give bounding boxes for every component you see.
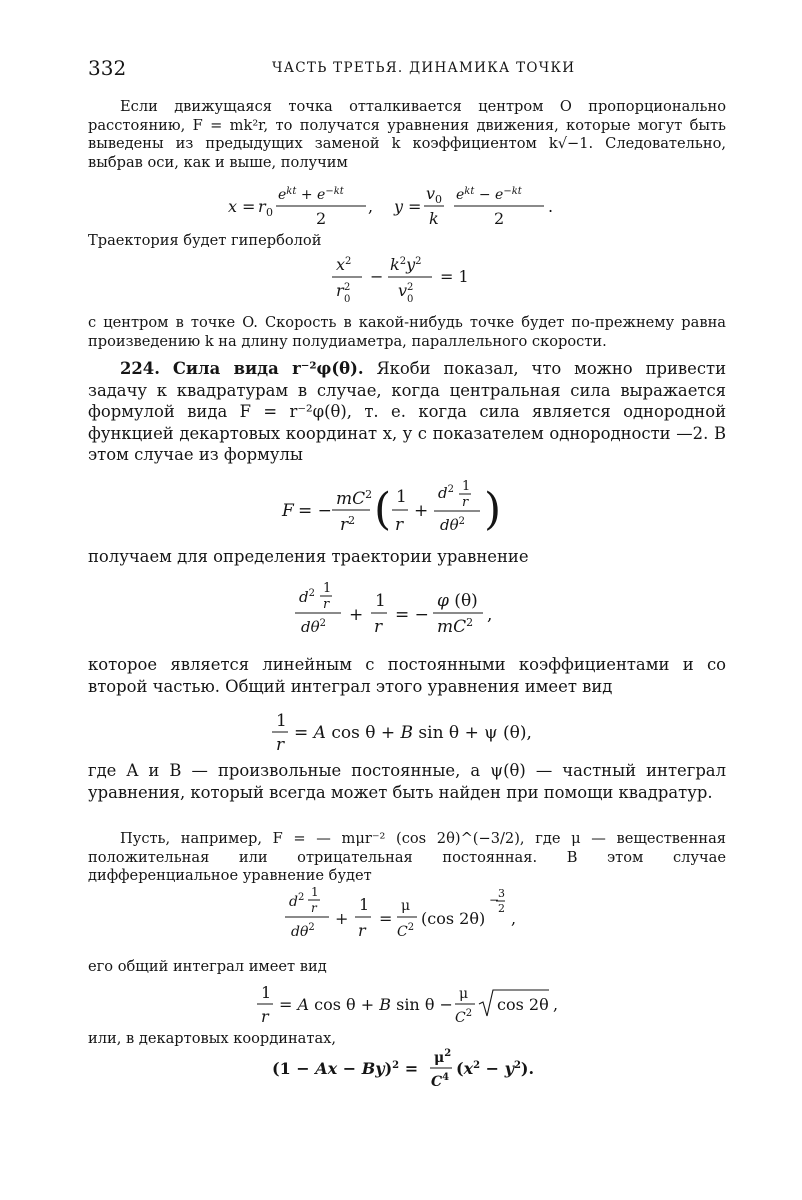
section-title: Сила вида r⁻²φ(θ). <box>172 359 364 378</box>
svg-text:1: 1 <box>359 895 370 914</box>
svg-text:d2: $d^2$ <box>289 892 305 910</box>
svg-text:1: 1 <box>375 591 386 611</box>
paragraph-hyperbola: Траектория будет гиперболой <box>88 232 322 249</box>
svg-text:r: r <box>358 921 366 940</box>
svg-text:,: , <box>553 995 559 1014</box>
svg-text:μ: μ <box>459 986 469 1002</box>
svg-text:mC2: $mC^2$ <box>336 488 373 509</box>
svg-text:v0: $v_0$ <box>426 184 443 206</box>
svg-text:r: r <box>374 617 383 637</box>
svg-text:φ (θ): φ (θ) <box>437 591 478 611</box>
svg-text:y: y <box>394 197 404 216</box>
svg-text:2: 2 <box>316 209 327 228</box>
svg-text:x: x <box>228 197 238 216</box>
svg-text:,: , <box>368 197 374 216</box>
svg-text:,: , <box>487 605 493 625</box>
svg-text:r: r <box>323 597 330 612</box>
svg-text:2: 2 <box>407 282 414 293</box>
running-head: ЧАСТЬ ТРЕТЬЯ. ДИНАМИКА ТОЧКИ <box>272 60 576 76</box>
svg-text:1: 1 <box>396 487 407 507</box>
svg-text:mC2: $mC^2$ <box>437 616 474 637</box>
svg-text:.: . <box>548 197 554 216</box>
paragraph-integral: его общий интеграл имеет вид <box>88 958 327 975</box>
equation-motion-hyperbolic <box>88 182 728 234</box>
svg-text:0: 0 <box>407 294 414 305</box>
svg-text:1: 1 <box>311 885 319 899</box>
svg-text:r2: $r^2$ <box>340 514 356 535</box>
svg-text:r: r <box>311 901 317 915</box>
section-number: 224. <box>120 359 160 378</box>
svg-text:+: + <box>335 909 349 928</box>
svg-text:(cos 2θ): (cos 2θ) <box>421 909 486 928</box>
equation-general-integral <box>88 708 728 763</box>
svg-text:=: = <box>408 197 422 216</box>
svg-text:1: 1 <box>323 581 332 596</box>
svg-text:−: − <box>370 267 384 286</box>
svg-text:2: 2 <box>344 282 351 293</box>
svg-text:dθ2: $d\theta^2$ <box>291 922 315 940</box>
svg-text:d2: $d^2$ <box>438 484 454 502</box>
svg-text:= −: = − <box>395 605 429 625</box>
svg-text:−: − <box>489 893 500 907</box>
svg-text:v: v <box>398 281 408 300</box>
svg-text:C4: $C^4$ <box>431 1072 450 1090</box>
svg-text:1: 1 <box>261 983 272 1002</box>
svg-text:C2: $C^2$ <box>397 922 415 940</box>
page-header <box>88 56 728 82</box>
equation-trajectory <box>88 580 728 647</box>
svg-text:ekt + e−kt: $e^{kt} + e^{-kt}$ <box>278 186 344 203</box>
svg-text:= −: = − <box>298 501 332 521</box>
svg-text:=: = <box>242 197 256 216</box>
svg-text:0: 0 <box>266 206 273 219</box>
equation-force <box>88 478 728 547</box>
svg-text:x2: $x^2$ <box>336 255 352 274</box>
equation-cartesian <box>88 1044 728 1098</box>
svg-text:r: r <box>276 735 285 755</box>
svg-text:C2: $C^2$ <box>455 1008 473 1026</box>
svg-text:2: 2 <box>494 209 505 228</box>
svg-text:= A cos θ + B sin θ −: = A cos θ + B sin θ − <box>279 995 453 1014</box>
svg-text:= A cos θ + B sin θ + ψ (θ),: = A cos θ + B sin θ + ψ (θ), <box>294 723 532 743</box>
svg-text:r: r <box>395 515 404 535</box>
svg-text:dθ2: $d\theta^2$ <box>301 618 327 636</box>
section-text: Якоби показал, что можно привести задачу к квадратурам в случае, когда центральная сила выражается формулой вида F = r⁻²φ(θ), т. е. когда сила является однородной функцией декартовых координат x, y с показателем однородности —2. В этом случае из формулы <box>88 359 727 465</box>
paragraph-hyperbola-center: с центром в точке O. Скорость в какой-нибудь точке будет по-прежнему равна произведению k на длину полудиаметра, параллельного скорости. <box>88 314 726 350</box>
paragraph-example: Пусть, например, F = — mμr⁻² (cos 2θ)^(−3/2), где μ — вещественная положительная или отрицательная постоянная. В этом случае дифференциальное уравнение будет <box>88 830 726 885</box>
svg-text:+: + <box>349 605 364 625</box>
page-number: 332 <box>88 56 127 80</box>
svg-text:1: 1 <box>462 479 471 494</box>
svg-text:F: F <box>282 501 294 521</box>
equation-example <box>88 884 728 950</box>
paragraph-cartesian: или, в декартовых координатах, <box>88 1030 337 1047</box>
svg-text:(1 − Ax − By)2 =: $(1 - Ax - By)^2$ = <box>272 1059 419 1078</box>
paragraph-trajectory: получаем для определения траектории уравнение <box>88 547 529 566</box>
svg-text:r: r <box>261 1007 269 1026</box>
svg-text:1: 1 <box>276 711 287 731</box>
equation-example-integral <box>88 980 728 1034</box>
svg-text:=: = <box>379 909 393 928</box>
svg-text:d2: $d^2$ <box>299 588 315 606</box>
svg-text:cos 2θ: cos 2θ <box>497 995 549 1014</box>
svg-text:r: r <box>258 197 266 216</box>
paragraph-repulsion: Если движущаяся точка отталкивается центром O пропорционально расстоянию, F = mk²r, то получатся уравнения движения, которые могут быть выведены из предыдущих заменой k коэффициентом k√−1. Следовательно, выбрав оси, как и выше, получим <box>88 98 726 171</box>
svg-text:r: r <box>462 495 469 510</box>
svg-text:μ: μ <box>401 898 411 914</box>
svg-text:3: 3 <box>498 887 505 900</box>
section-224 <box>88 358 726 466</box>
svg-text:k2y2: $k^2y^2$ <box>390 255 422 274</box>
svg-text:k: k <box>429 209 439 228</box>
paragraph-linear: которое является линейным с постоянными коэффициентами и со второй частью. Общий интеграл этого уравнения имеет вид <box>88 655 726 696</box>
svg-text:μ2: $\mu^2$ <box>434 1048 452 1066</box>
equation-hyperbola <box>88 252 728 312</box>
svg-text:0: 0 <box>344 294 351 305</box>
svg-text:(x2 − y2).: $(x^2 - y^2)$. <box>456 1059 535 1078</box>
svg-text:2: 2 <box>498 902 505 915</box>
paragraph-constants: где A и B — произвольные постоянные, а ψ(θ) — частный интеграл уравнения, который всегда может быть найден при помощи квадратур. <box>88 761 726 802</box>
svg-text:): ) <box>484 484 502 535</box>
svg-text:,: , <box>511 909 517 928</box>
svg-text:(: ( <box>374 484 392 535</box>
svg-text:ekt − e−kt: $e^{kt} - e^{-kt}$ <box>456 186 522 203</box>
svg-text:+: + <box>414 501 429 521</box>
svg-text:r: r <box>336 281 344 300</box>
svg-text:= 1: = 1 <box>440 267 469 286</box>
svg-text:dθ2: $d\theta^2$ <box>440 516 466 534</box>
